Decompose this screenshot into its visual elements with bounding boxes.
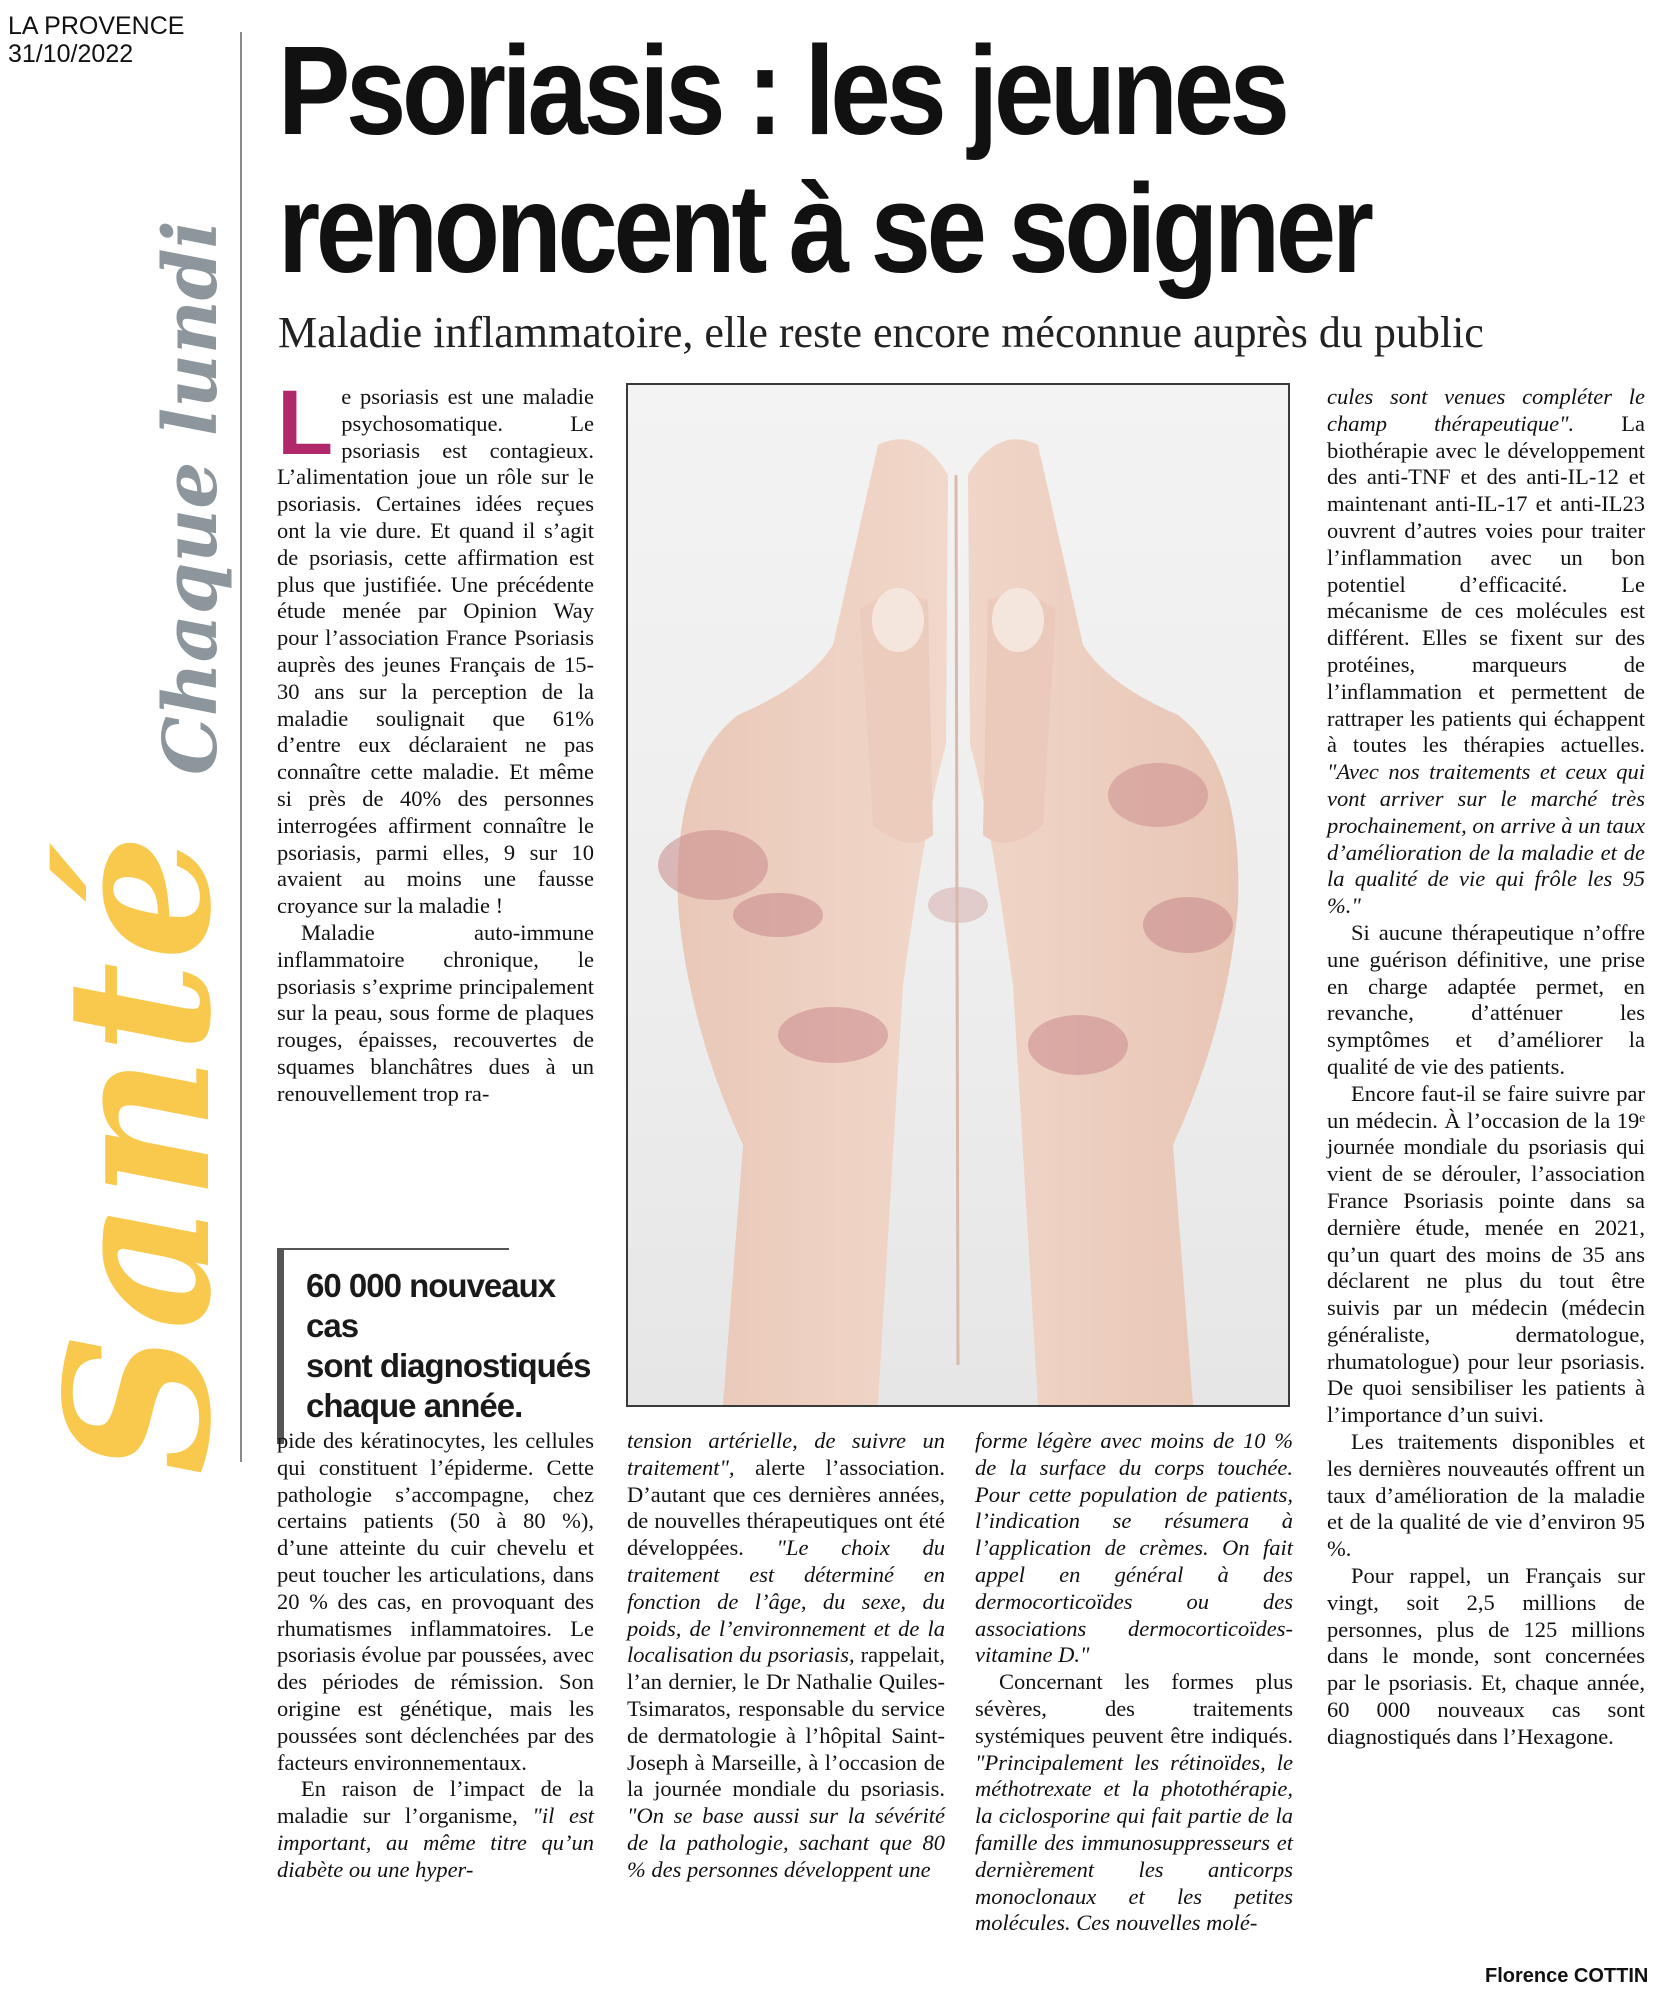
source-stamp (8, 12, 184, 68)
pull-quote-line: 60 000 nouveaux cas (306, 1267, 556, 1344)
section-label: Santé (22, 832, 255, 1475)
paragraph: cules sont venues compléter le champ thérapeutique". La biothérapie avec le développement des anti-TNF et des anti-IL-12 et maintenant anti-IL-17 et anti-IL23 ouvrent d’autres voies pour traiter l’inflammation avec un bon potentiel d’efficacité. Le mécanisme de ces molécules est différent. Elles se fixent sur des protéines, marqueurs de l’inflammation et permettent de rattraper les patients qui échappent à toutes les thérapies actuelles. "Avec nos traitements et ceux qui vont arriver sur le marché très prochainement, on arrive à un taux d’amélioration de la maladie et de la qualité de vie qui frôle les 95 %." (1327, 384, 1646, 919)
paragraph: Le psoriasis est une maladie psychosomatique. Le psoriasis est contagieux. L’alimentation joue un rôle sur le psoriasis. Certaines idées reçues ont la vie dure. Et quand il s’agit de psoriasis, cette affirmation est plus que justifiée. Une précédente étude menée par Opinion Way pour l’association France Psoriasis auprès des jeunes Français de 15-30 ans sur la perception de la maladie soulignait que 61% d’entre eux déclaraient ne pas connaître cette maladie. Et même si près de 40% des personnes interrogées affirment connaître le psoriasis, parmi elles, 9 sur 10 avaient au moins une fausse croyance sur la maladie ! (277, 372, 594, 919)
paragraph: forme légère avec moins de 10 % de la surface du corps touchée. Pour cette population de patients, l’indication se résumera à l’application de crèmes. On fait appel en général à des dermocorticoïdes ou des associations dermocorticoïdes-vitamine D." (975, 1428, 1293, 1668)
paragraph: tension artérielle, de suivre un traitement", alerte l’association. D’autant que ces dernières années, de nouvelles thérapeutiques ont été développées. "Le choix du traitement est déterminé en fonction de l’âge, du sexe, du poids, de l’environnement et de la localisation du psoriasis, rappelait, l’an dernier, le Dr Nathalie Quiles-Tsimaratos, responsable du service de dermatologie à l’hôpital Saint-Joseph à Marseille, à l’occasion de la journée mondiale du psoriasis. "On se base aussi sur la sévérité de la pathologie, sachant que 80 % des personnes développent une (627, 1428, 945, 1882)
article-column-1-continued (277, 1428, 594, 1884)
paragraph: Concernant les formes plus sévères, des traitements systémiques peuvent être indiqués. "Principalement les rétinoïdes, le méthotrexate et la photothérapie, la ciclosporine qui fait partie de la famille des immunosuppresseurs et dernièrement les anticorps monoclonaux et les petites molécules. Ces nouvelles molé- (975, 1669, 1293, 1936)
paragraph: Maladie auto-immune inflammatoire chronique, le psoriasis s’exprime principalement sur la peau, sous forme de plaques rouges, épaisses, recouvertes de squames blanchâtres dues à un renouvellement trop ra- (277, 919, 594, 1106)
publication-name: LA PROVENCE (8, 12, 185, 40)
paragraph: En raison de l’impact de la maladie sur l’organisme, "il est important, au même titre qu’un diabète ou une hyper- (277, 1776, 594, 1882)
headline-title: Psoriasis : les jeunes renoncent à se soigner (278, 20, 1370, 299)
article-photo-hands (626, 383, 1290, 1407)
paragraph: Pour rappel, un Français sur vingt, soit 2,5 millions de personnes, plus de 125 millions dans le monde, sont concernées par le psoriasis. Et, chaque année, 60 000 nouveaux cas sont diagnostiqués dans l’Hexagone. (1327, 1563, 1645, 1749)
headline-subtitle: Maladie inflammatoire, elle reste encore méconnue auprès du public (278, 308, 1484, 357)
hands-illustration (628, 385, 1288, 1405)
paragraph: Les traitements disponibles et les dernières nouveautés offrent un taux d’amélioration de la maladie et de la qualité de vie d’environ 95 %. (1327, 1429, 1645, 1562)
byline: Florence COTTIN (1485, 1965, 1649, 1987)
drop-cap: L (277, 372, 334, 474)
article-column-4 (1327, 384, 1645, 1751)
publication-date: 31/10/2022 (8, 40, 134, 68)
pull-quote-line: sont diagnostiqués (306, 1347, 591, 1384)
section-kicker: Chaque lundi (148, 220, 234, 775)
paragraph: Encore faut-il se faire suivre par un médecin. À l’occasion de la 19ᵉ journée mondiale du psoriasis qui vient de se dérouler, l’association France Psoriasis pointe dans sa dernière étude, menée en 2021, qu’un quart des moins de 35 ans déclarent ne plus du tout être suivis par un médecin (médecin généraliste, dermatologue, rhumatologue) pour leur psoriasis. De quoi sensibiliser les patients à l’importance d’un suivi. (1327, 1080, 1645, 1428)
article-column-3 (975, 1428, 1293, 1937)
article-column-1 (277, 372, 594, 1108)
pull-quote-line: chaque année. (306, 1387, 523, 1424)
pull-quote (277, 1248, 597, 1444)
paragraph: Si aucune thérapeutique n’offre une guérison définitive, une prise en charge adaptée permet, en revanche, d’atténuer les symptômes et d’améliorer la qualité de vie des patients. (1327, 919, 1645, 1079)
paragraph: pide des kératinocytes, les cellules qui constituent l’épiderme. Cette pathologie s’accompagne, chez certains patients (50 à 80 %), d’une atteinte du cuir chevelu et peut toucher les articulations, dans 20 % des cas, en provoquant des rhumatismes inflammatoires. Le psoriasis évolue par poussées, avec des périodes de rémission. Son origine est génétique, mais les poussées sont déclenchées par des facteurs environnementaux. (277, 1428, 594, 1775)
article-column-2 (627, 1428, 945, 1884)
